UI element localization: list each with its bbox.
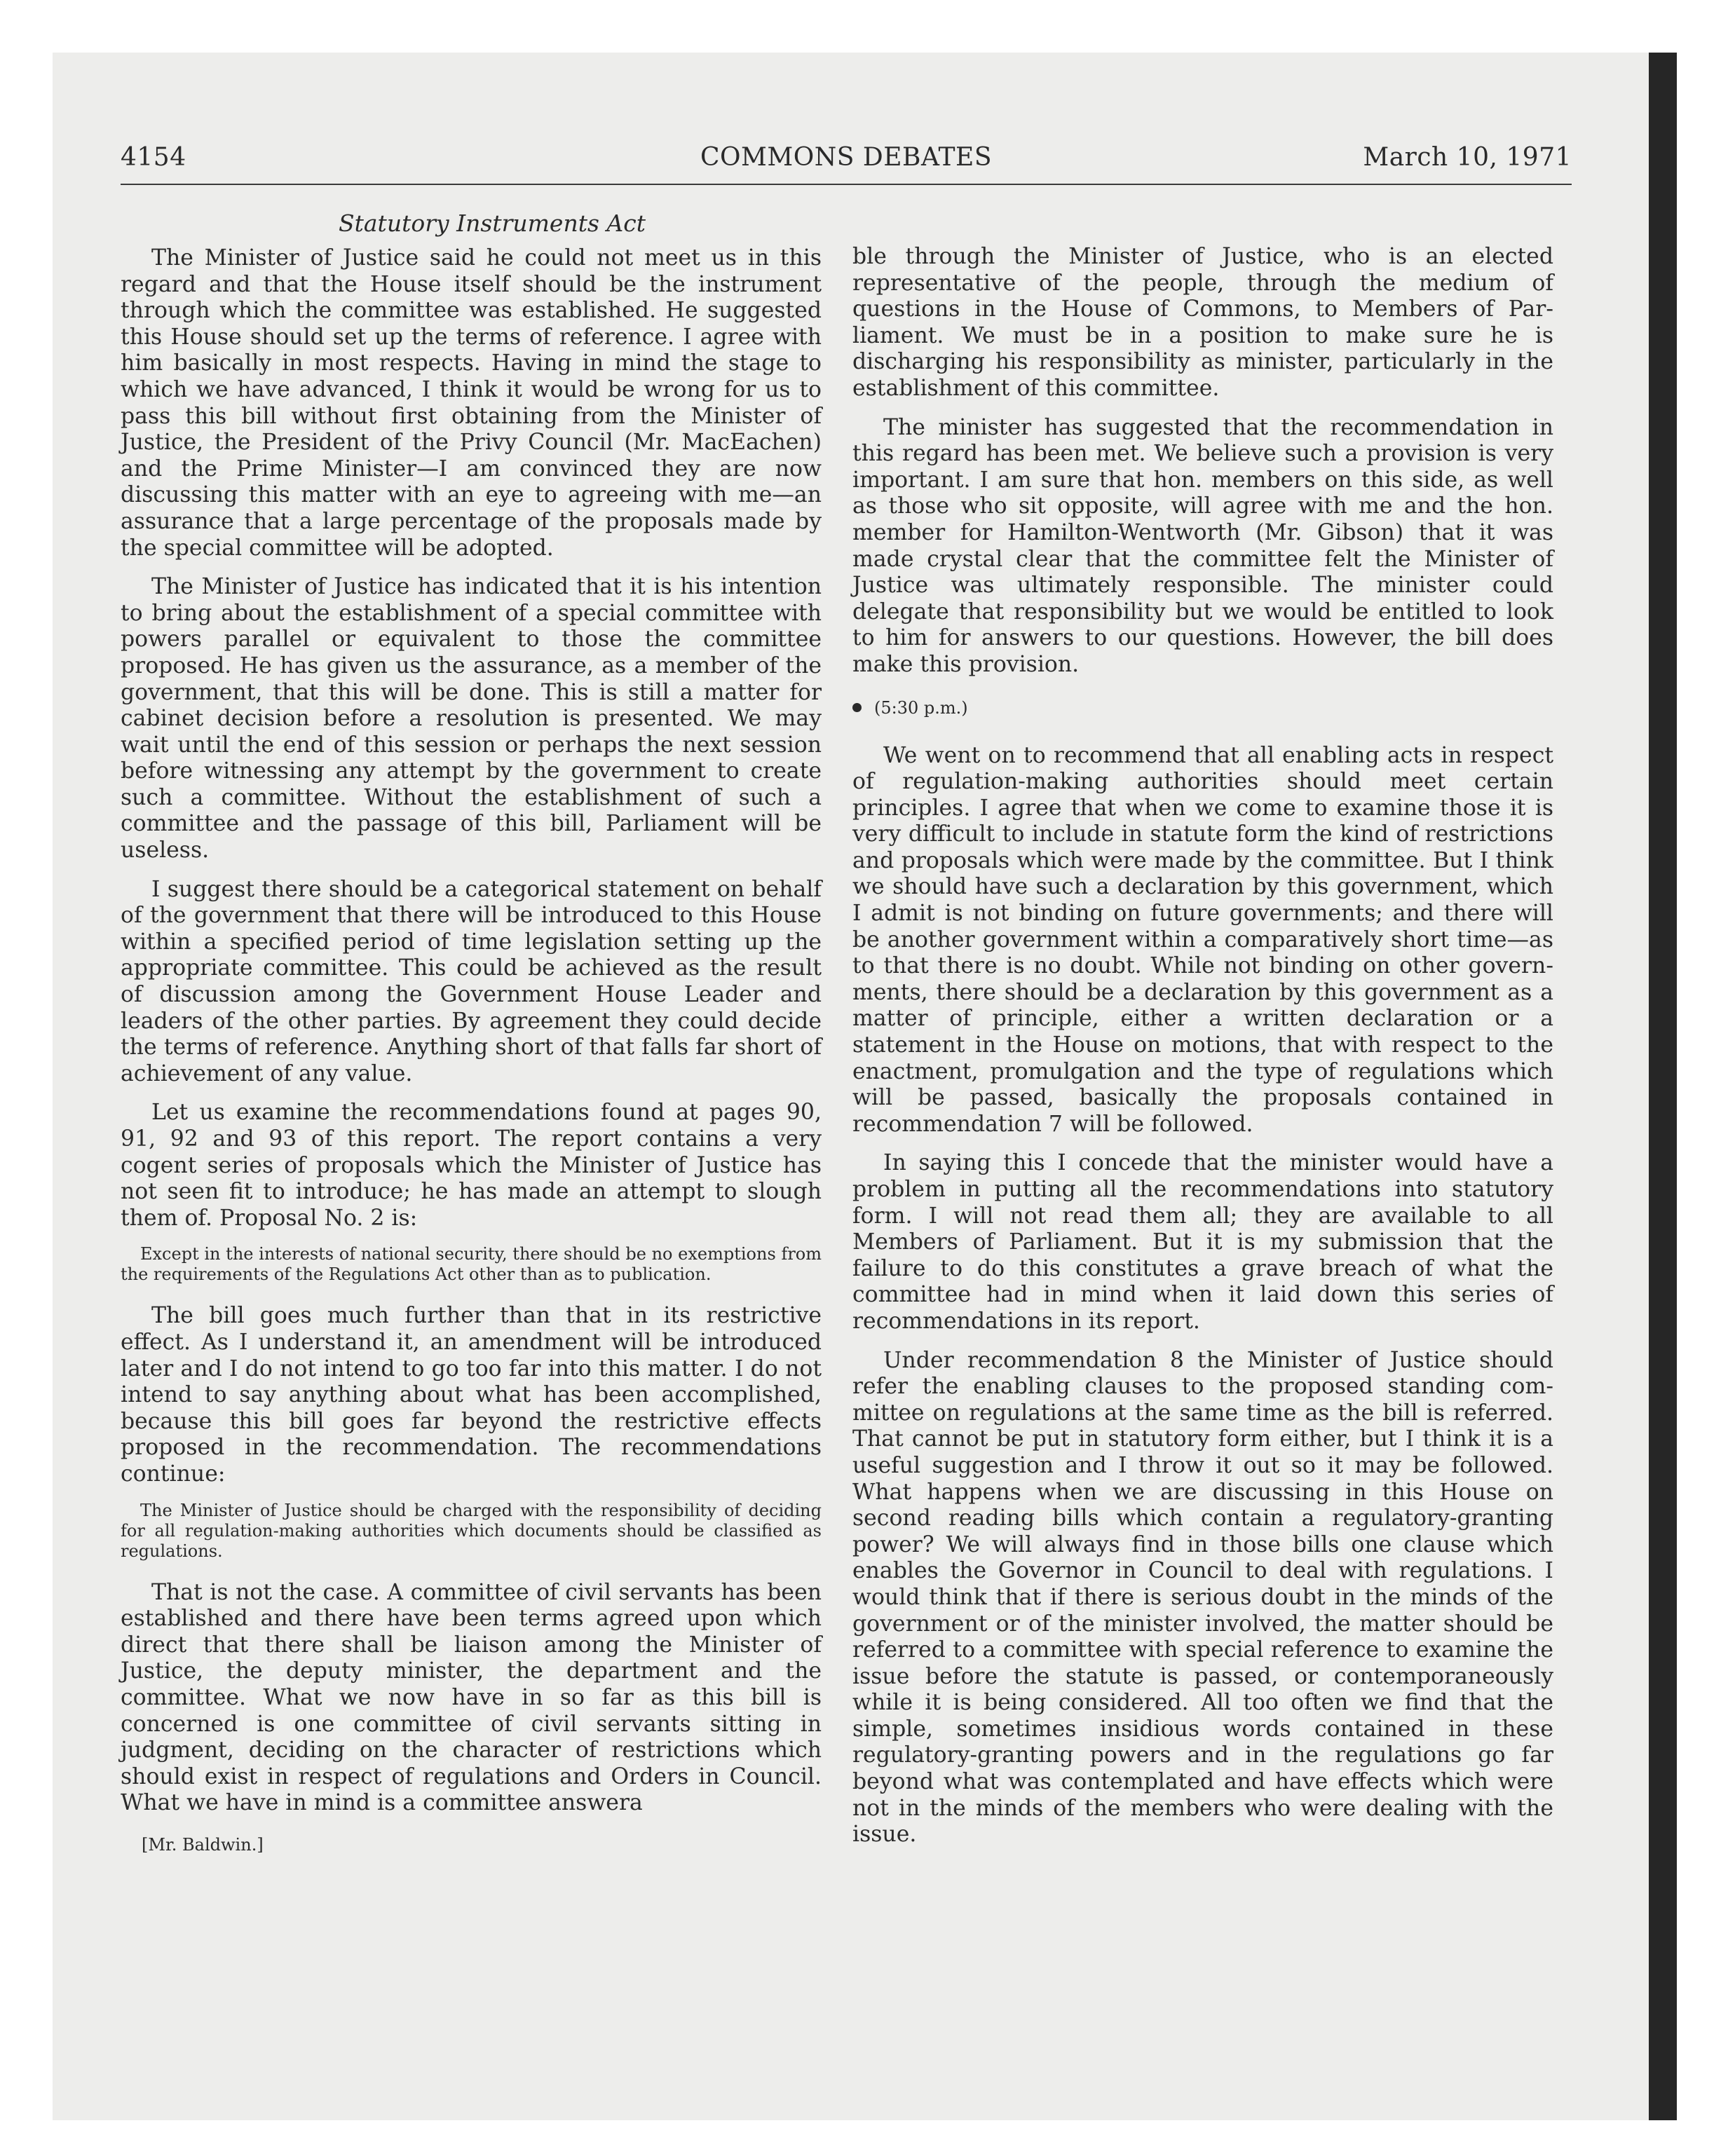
paragraph: The minister has suggested that the recommendation in this regard has been met. We believe such a provision is very important. I am sure that hon. members on this side, as well as those who sit opposite, will agree with me and the hon. member for Hamilton-Wentworth (Mr. Gibson) that it was made crystal clear that the committee felt the Minister of Justice was ultimately responsible. The minister could delegate that responsibility but we would be entitled to look to him for answers to our questions. However, the bill does make this provision. bbox=[852, 414, 1553, 677]
running-header bbox=[121, 140, 1572, 185]
publication-title: COMMONS DEBATES bbox=[700, 143, 992, 172]
right-column bbox=[852, 244, 1553, 1861]
time-marker bbox=[852, 698, 1553, 718]
page-edge-shadow bbox=[1649, 53, 1677, 2120]
paragraph: Let us examine the recommendations found at pages 90, 91, 92 and 93 of this report. The report contains a very cogent series of proposals which the Minister of Justice has not seen fit to introduce; he has made an attempt to slough them of. Proposal No. 2 is: bbox=[121, 1100, 822, 1231]
left-column bbox=[121, 210, 822, 1855]
time-marker-text: (5:30 p.m.) bbox=[874, 697, 968, 718]
bullet-icon bbox=[852, 703, 862, 712]
paragraph: I suggest there should be a categorical statement on behalf of the government that there will be introduced to this House within a specified period of time legislation setting up the appropriate committee. This could be achieved as the result of discussion among the Government House Leader and leaders of the other parties. By agreement they could decide the terms of reference. Anything short of that falls far short of achievement of any value. bbox=[121, 876, 822, 1086]
paragraph: The Minister of Justice said he could not meet us in this regard and that the House itself should be the instrument through which the committee was established. He suggested this House should set up the terms of reference. I agree with him basically in most respects. Having in mind the stage to which we have advanced, I think it would be wrong for us to pass this bill without first obtaining from the Minister of Justice, the President of the Privy Council (Mr. MacEachen) and the Prime Minister—I am convinced they are now discussing this matter with an eye to agreeing with me—an assurance that a large percentage of the proposals made by the special committee will be adopted. bbox=[121, 245, 822, 561]
document-page bbox=[121, 140, 1572, 2103]
paragraph: The Minister of Justice has indicated that it is his intention to bring about the establishment of a special committee with powers parallel or equivalent to those the committee proposed. He has given us the assurance, as a member of the government, that this will be done. This is still a matter for cabinet decision before a resolution is presented. We may wait until the end of this session or perhaps the next session before witnessing any attempt by the government to create such a committee. Without the establishment of such a committee and the passage of this bill, Parliament will be useless. bbox=[121, 574, 822, 864]
block-quote: Except in the interests of national security, there should be no exemptions from the requirements of the Regulations Act other than as to publication. bbox=[121, 1244, 822, 1285]
paragraph: Under recommendation 8 the Minister of Justice should refer the enabling clauses to the proposed standing committee on regulations at the same time as the bill is referred. That cannot be put in statutory form either, but I think it is a useful suggestion and I throw it out so it may be followed. What happens when we are discussing in this House on second reading bills which contain a regulatory-granting power? We will always find in those bills one clause which enables the Governor in Council to deal with regulations. I would think that if there is serious doubt in the minds of the government or of the minister involved, the matter should be referred to a committee with special reference to examine the issue before the statute is passed, or contemporaneously while it is being considered. All too often we find that the simple, sometimes insidious words contained in these regulatory-granting powers and in the regulations go far beyond what was contemplated and have effects which were not in the minds of the members who were dealing with the issue. bbox=[852, 1347, 1553, 1848]
speaker-attribution: [Mr. Baldwin.] bbox=[142, 1834, 264, 1855]
section-subheading: Statutory Instruments Act bbox=[339, 210, 646, 237]
paragraph: That is not the case. A committee of civil servants has been established and there have been terms agreed upon which direct that there shall be liaison among the Minister of Justice, the deputy minister, the department and the committee. What we now have in so far as this bill is concerned is one committee of civil servants sitting in judgment, deciding on the character of restrictions which should exist in respect of regulations and Orders in Council. What we have in mind is a committee answera bbox=[121, 1579, 822, 1816]
paragraph: We went on to recommend that all enabling acts in respect of regulation-making authorities should meet certain principles. I agree that when we come to examine those it is very difficult to include in statute form the kind of restrictions and proposals which were made by the committee. But I think we should have such a declaration by this government, which I admit is not binding on future governments; and there will be another government within a comparatively short time—as to that there is no doubt. While not binding on other governments, there should be a declaration by this government as a matter of principle, either a written declaration or a statement in the House on motions, that with respect to the enactment, promulgation and the type of regulations which will be passed, basically the proposals contained in recommendation 7 will be followed. bbox=[852, 742, 1553, 1137]
page-number: 4154 bbox=[121, 143, 186, 172]
paragraph: ble through the Minister of Justice, who is an elected representative of the people, through the medium of questions in the House of Commons, to Members of Parliament. We must be in a position to make sure he is discharging his responsibility as minister, particularly in the establishment of this committee. bbox=[852, 244, 1553, 401]
block-quote: The Minister of Justice should be charged with the responsibility of deciding for all regulation-making authorities which documents should be classified as regulations. bbox=[121, 1500, 822, 1561]
paragraph: In saying this I concede that the minister would have a problem in putting all the recommendations into statutory form. I will not read them all; they are available to all Members of Parliament. But it is my submission that the failure to do this constitutes a grave breach of what the committee had in mind when it laid down this series of recommendations in its report. bbox=[852, 1150, 1553, 1334]
sitting-date: March 10, 1971 bbox=[1363, 143, 1572, 172]
paragraph: The bill goes much further than that in its restrictive effect. As I understand it, an amendment will be introduced later and I do not intend to go too far into this matter. I do not intend to say anything about what has been accomplished, because this bill goes far beyond the restrictive effects proposed in the recommendation. The recommendations continue: bbox=[121, 1303, 822, 1487]
